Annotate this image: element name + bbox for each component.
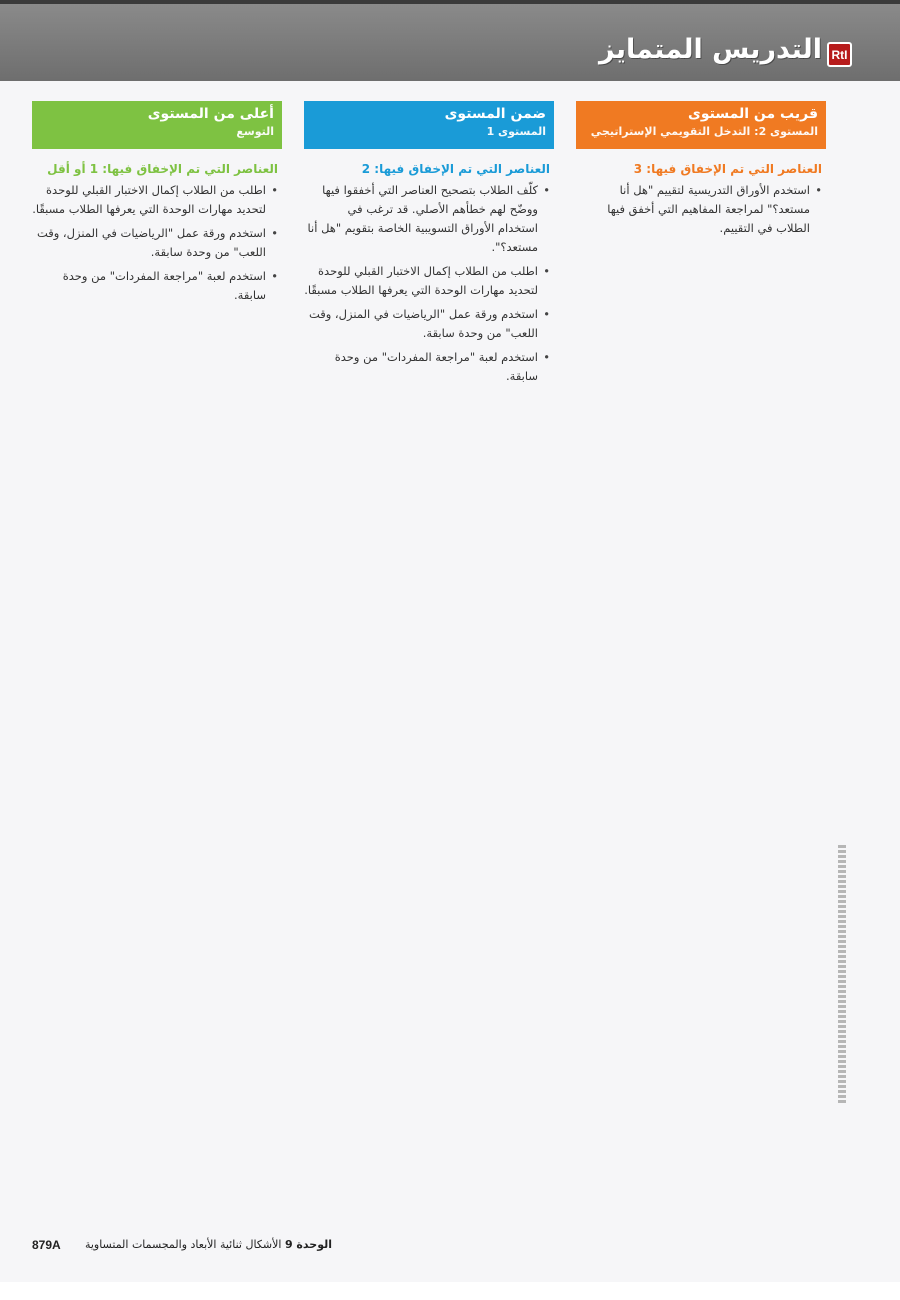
list-item: • استخدم الأوراق التدريسية لتقييم "هل أنا مستعد؟" لمراجعة المفاهيم التي أخفق فيها الطلاب في التقييم. xyxy=(576,181,822,238)
column-subtitle: المستوى 2: التدخل التقويمي الإستراتيجي xyxy=(590,125,818,138)
copyright-credit xyxy=(838,845,846,1105)
column-header xyxy=(576,101,826,149)
list-item: • استخدم لعبة "مراجعة المفردات" من وحدة سابقة. xyxy=(32,267,278,305)
list-item: • استخدم ورقة عمل "الرياضيات في المنزل، وقت اللعب" من وحدة سابقة. xyxy=(32,224,278,262)
page-title: التدريس المتمايز xyxy=(599,34,822,65)
list-item: • اطلب من الطلاب إكمال الاختبار القبلي للوحدة لتحديد مهارات الوحدة التي يعرفها الطلاب مسبقًا. xyxy=(32,181,278,219)
header-bar xyxy=(0,4,900,81)
column-title: قريب من المستوى xyxy=(688,106,818,122)
rti-badge-icon: RtI xyxy=(827,42,852,67)
column-subtitle: المستوى 1 xyxy=(486,125,546,138)
list-item: • كلّف الطلاب بتصحيح العناصر التي أخفقوا فيها ووضّح لهم خطأهم الأصلي. قد ترغب في استخدام الأوراق التسويبية الخاصة بتقويم "هل أنا مستعد؟". xyxy=(304,181,550,257)
item-list xyxy=(576,181,826,238)
column-criteria: العناصر التي تم الإخفاق فيها: 2 xyxy=(361,162,550,176)
list-item: • استخدم ورقة عمل "الرياضيات في المنزل، وقت اللعب" من وحدة سابقة. xyxy=(304,305,550,343)
column-criteria: العناصر التي تم الإخفاق فيها: 1 أو أقل xyxy=(47,162,278,176)
footer-unit: الوحدة 9 xyxy=(284,1238,332,1251)
footer-unit-title: الأشكال ثنائية الأبعاد والمجسمات المتساوية xyxy=(84,1238,282,1251)
page-number: 879A xyxy=(32,1238,61,1252)
item-list xyxy=(304,181,554,386)
column-approaching-level xyxy=(576,101,826,243)
column-beyond-level xyxy=(32,101,282,310)
column-subtitle: التوسع xyxy=(236,125,274,138)
page-footer xyxy=(32,1238,332,1251)
column-header xyxy=(32,101,282,149)
column-on-level xyxy=(304,101,554,391)
list-item: • استخدم لعبة "مراجعة المفردات" من وحدة سابقة. xyxy=(304,348,550,386)
column-title: أعلى من المستوى xyxy=(147,106,274,122)
column-header xyxy=(304,101,554,149)
list-item: • اطلب من الطلاب إكمال الاختبار القبلي للوحدة لتحديد مهارات الوحدة التي يعرفها الطلاب مسبقًا. xyxy=(304,262,550,300)
item-list xyxy=(32,181,282,305)
column-criteria: العناصر التي تم الإخفاق فيها: 3 xyxy=(633,162,822,176)
column-title: ضمن المستوى xyxy=(444,106,546,122)
